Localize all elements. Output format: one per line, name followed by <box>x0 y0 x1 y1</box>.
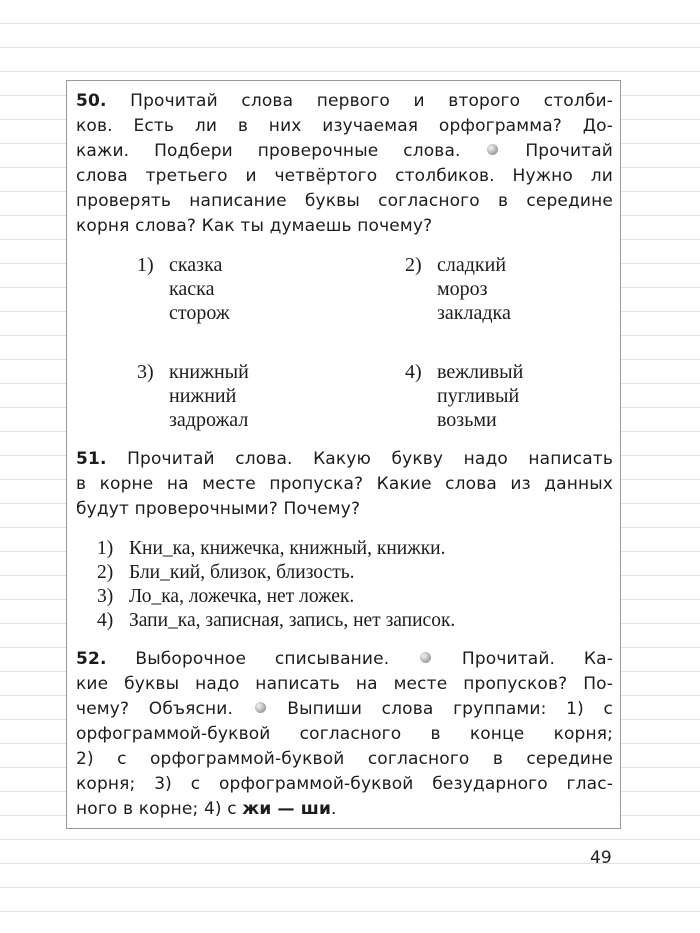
bullet-icon <box>255 702 266 713</box>
word: вежливый <box>437 361 524 383</box>
list-item: 2) Бли_кий, близок, близость. <box>97 562 355 583</box>
task-52 <box>76 647 613 822</box>
task-50-text <box>76 89 613 239</box>
task-number: 51. <box>76 449 107 469</box>
page-number: 49 <box>590 848 612 868</box>
task-51 <box>76 447 613 522</box>
word-column-1 <box>137 253 230 325</box>
text-line: орфограммой-буквой согласного в конце корня; <box>76 724 613 744</box>
word: закладка <box>437 302 511 324</box>
spelling-shi: ши <box>300 799 332 819</box>
word: сторож <box>169 302 230 324</box>
text-line: 2) с орфограммой-буквой согласного в середине <box>76 749 613 769</box>
exercise-card <box>66 80 621 829</box>
text-line: чему? Объясни. Выпиши слова группами: 1) с <box>76 699 613 719</box>
text-line: ного в корне; 4) с жи — ши. <box>76 799 337 819</box>
task-number: 50. <box>76 91 107 111</box>
column-label: 4) <box>405 361 422 383</box>
list-item: 4) Запи_ка, записная, запись, нет записок. <box>97 610 456 631</box>
word: пугливый <box>437 385 520 407</box>
text-line: ков. Есть ли в них изучаемая орфограмма? До- <box>76 116 613 136</box>
column-label: 2) <box>405 254 422 276</box>
word: сладкий <box>437 254 507 276</box>
word: нижний <box>169 385 237 407</box>
text-line: будут проверочными? Почему? <box>76 499 361 519</box>
task-52-text <box>76 647 613 822</box>
word: книжный <box>169 361 249 383</box>
bullet-icon <box>420 652 431 663</box>
spelling-ji: жи <box>242 799 272 819</box>
word: задрожал <box>169 409 249 431</box>
text-line: 50. Прочитай слова первого и второго столби- <box>76 91 613 111</box>
list-item: 3) Ло_ка, ложечка, нет ложек. <box>97 586 355 607</box>
column-label: 1) <box>137 254 154 276</box>
text-line: 51. Прочитай слова. Какую букву надо написать <box>76 449 613 469</box>
task-50 <box>76 89 613 239</box>
text-line: проверять написание буквы согласного в середине <box>76 191 613 211</box>
text-line: кие буквы надо написать на месте пропусков? По- <box>76 674 613 694</box>
column-label: 3) <box>137 361 154 383</box>
word: каска <box>169 278 215 300</box>
word-column-3 <box>137 360 249 432</box>
text-line: кажи. Подбери проверочные слова. Прочитай <box>76 141 613 161</box>
text-line: корня; 3) с орфограммой-буквой безударного глас- <box>76 774 613 794</box>
word: мороз <box>437 278 488 300</box>
word: сказка <box>169 254 223 276</box>
word: возьми <box>437 409 497 431</box>
bullet-icon <box>487 144 498 155</box>
text-line: корня слова? Как ты думаешь почему? <box>76 216 433 236</box>
text-line: в корне на месте пропуска? Какие слова из данных <box>76 474 613 494</box>
task-51-list <box>97 537 455 633</box>
task-51-text <box>76 447 613 522</box>
word-column-4 <box>405 360 523 432</box>
text-line: 52. Выборочное списывание. Прочитай. Ка- <box>76 649 613 669</box>
list-item: 1) Кни_ка, книжечка, книжный, книжки. <box>97 538 446 559</box>
task-number: 52. <box>76 649 107 669</box>
text-line: слова третьего и четвёртого столбиков. Нужно ли <box>76 166 613 186</box>
word-column-2 <box>405 253 511 325</box>
